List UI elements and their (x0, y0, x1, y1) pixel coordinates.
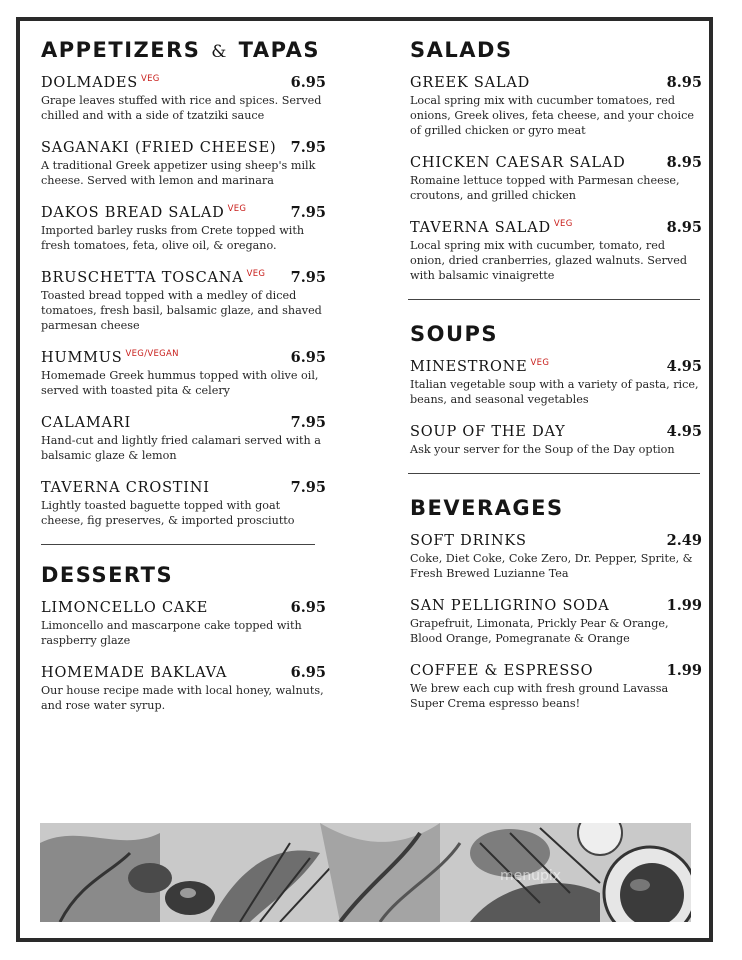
food-illustration-art (40, 823, 691, 922)
diet-tag: VEG (141, 74, 160, 85)
menu-item (410, 358, 702, 407)
menu-item-price: 7.95 (290, 479, 326, 496)
menu-item (41, 74, 326, 123)
beverages-heading: BEVERAGES (410, 496, 564, 520)
menu-item (410, 219, 702, 283)
menu-item-name: SAN PELLIGRINO SODA (410, 598, 610, 614)
menu-item (410, 154, 702, 203)
menu-item (41, 599, 326, 648)
menu-item (41, 204, 326, 253)
menu-item (41, 139, 326, 188)
diet-tag: VEG (227, 204, 247, 215)
menu-item-title (410, 358, 549, 375)
menu-item-description: Italian vegetable soup with a variety of pasta, rice, beans, and seasonal vegetables (410, 378, 699, 406)
menu-item-name: TAVERNA CROSTINI (41, 480, 210, 496)
menu-item-header (41, 74, 326, 91)
menu-item (410, 74, 702, 138)
menu-item-title (41, 415, 131, 431)
menu-item-description: Toasted bread topped with a medley of diced tomatoes, fresh basil, balsamic glaze, and shaved parmesan cheese (41, 289, 322, 332)
menu-item-price: 1.99 (666, 597, 702, 614)
menu-item-price: 6.95 (290, 599, 326, 616)
menu-item-title (41, 74, 160, 91)
menu-item-name: DAKOS BREAD SALAD (41, 205, 225, 221)
menu-item-name: HOMEMADE BAKLAVA (41, 665, 228, 681)
menu-item-header (410, 219, 702, 236)
menu-item-name: SOUP OF THE DAY (410, 424, 566, 440)
diet-tag: VEG/VEGAN (125, 349, 179, 360)
menu-item-header (41, 269, 326, 286)
menu-item-price: 8.95 (666, 154, 702, 171)
menu-item-title (41, 480, 210, 496)
right-column (410, 38, 702, 727)
menu-item-price: 7.95 (290, 204, 326, 221)
beverages-list (410, 532, 702, 711)
menu-item-description: Local spring mix with cucumber tomatoes, red onions, Greek olives, feta cheese, and your choice of grilled chicken or gyro meat (410, 94, 694, 137)
diet-tag: VEG (246, 269, 266, 280)
menu-item-description: Coke, Diet Coke, Coke Zero, Dr. Pepper, Sprite, & Fresh Brewed Luzianne Tea (410, 552, 693, 580)
menu-item (410, 423, 702, 457)
menu-item-price: 4.95 (666, 423, 702, 440)
section-divider (41, 544, 315, 545)
menu-item-description: Ask your server for the Soup of the Day option (410, 443, 675, 456)
menu-item-name: BRUSCHETTA TOSCANA (41, 270, 244, 286)
menu-item-price: 6.95 (290, 74, 326, 91)
menu-item-description: Romaine lettuce topped with Parmesan cheese, croutons, and grilled chicken (410, 174, 680, 202)
section-divider (408, 299, 700, 300)
menu-item-price: 7.95 (290, 269, 326, 286)
menu-item-title (410, 598, 610, 614)
menu-item (41, 414, 326, 463)
menu-item-name: GREEK SALAD (410, 75, 531, 91)
menu-item-price: 7.95 (290, 139, 326, 156)
menu-item-title (41, 269, 265, 286)
menu-item (41, 479, 326, 528)
menu-item-price: 7.95 (290, 414, 326, 431)
menu-item-title (410, 219, 573, 236)
menu-item-title (41, 600, 208, 616)
menu-item (41, 664, 326, 713)
appetizers-title: APPETIZERS (41, 38, 201, 62)
menu-item-name: CHICKEN CAESAR SALAD (410, 155, 626, 171)
tapas-title: TAPAS (238, 38, 320, 62)
menu-item-price: 6.95 (290, 349, 326, 366)
diet-tag: VEG (530, 358, 550, 369)
menu-item (410, 597, 702, 646)
salads-list (410, 74, 702, 283)
menu-item-name: MINESTRONE (410, 359, 528, 375)
menu-item-name: TAVERNA SALAD (410, 220, 551, 236)
section-divider (408, 473, 700, 474)
menu-item-header (410, 154, 702, 171)
menu-item-header (410, 423, 702, 440)
menu-item-title (41, 349, 179, 366)
menu-item-header (41, 479, 326, 496)
menu-item-title (41, 204, 246, 221)
menu-item (410, 662, 702, 711)
menu-item-header (41, 664, 326, 681)
menu-item-title (41, 140, 276, 156)
menu-item-header (41, 204, 326, 221)
menu-item-header (41, 349, 326, 366)
menu-item-price: 6.95 (290, 664, 326, 681)
menu-item-description: Limoncello and mascarpone cake topped with raspberry glaze (41, 619, 302, 647)
menu-item-header (41, 414, 326, 431)
menu-item-description: Lightly toasted baguette topped with goat cheese, fig preserves, & imported prosciutto (41, 499, 295, 527)
menu-item-price: 2.49 (666, 532, 702, 549)
menu-item-name: SOFT DRINKS (410, 533, 527, 549)
food-illustration (40, 823, 691, 922)
salads-heading: SALADS (410, 38, 513, 62)
menu-item-title (410, 155, 626, 171)
menu-item-price: 4.95 (666, 358, 702, 375)
menu-item-title (410, 75, 530, 91)
menu-item-header (410, 74, 702, 91)
watermark: menupix (500, 868, 562, 884)
menu-item-title (410, 663, 593, 679)
menu-item-name: HUMMUS (41, 350, 123, 366)
desserts-list (41, 599, 326, 713)
soups-heading: SOUPS (410, 322, 499, 346)
left-column (41, 38, 326, 729)
menu-item-price: 8.95 (666, 74, 702, 91)
menu-item-description: Grape leaves stuffed with rice and spices. Served chilled and with a side of tzatziki sauce (41, 94, 322, 122)
desserts-heading: DESSERTS (41, 563, 174, 587)
menu-item-name: LIMONCELLO CAKE (41, 600, 209, 616)
ampersand: & (211, 42, 228, 62)
menu-item-description: We brew each cup with fresh ground Lavassa Super Crema espresso beans! (410, 682, 669, 710)
menu-item-description: Imported barley rusks from Crete topped with fresh tomatoes, feta, olive oil, & oregano. (41, 224, 305, 252)
menu-item-header (410, 597, 702, 614)
menu-item-name: DOLMADES (41, 75, 139, 91)
menu-item (41, 269, 326, 333)
menu-item-header (41, 599, 326, 616)
diet-tag: VEG (553, 219, 573, 230)
menu-item-header (410, 358, 702, 375)
menu-item-description: Hand-cut and lightly fried calamari served with a balsamic glaze & lemon (41, 434, 321, 462)
menu-item-header (410, 662, 702, 679)
menu-item-header (410, 532, 702, 549)
menu-item-title (410, 424, 566, 440)
menu-item (41, 349, 326, 398)
appetizers-heading (41, 38, 326, 62)
menu-item-name: CALAMARI (41, 415, 132, 431)
menu-item-price: 8.95 (666, 219, 702, 236)
menu-item (410, 532, 702, 581)
menu-item-description: Local spring mix with cucumber, tomato, red onion, dried cranberries, glazed walnuts. Served with balsamic vinaigrette (410, 239, 687, 282)
soups-list (410, 358, 702, 457)
menu-item-name: COFFEE & ESPRESSO (410, 663, 594, 679)
menu-item-description: Homemade Greek hummus topped with olive oil, served with toasted pita & celery (41, 369, 319, 397)
menu-item-description: A traditional Greek appetizer using sheep's milk cheese. Served with lemon and marinara (41, 159, 316, 187)
menu-item-price: 1.99 (666, 662, 702, 679)
menu-item-name: SAGANAKI (FRIED CHEESE) (41, 140, 277, 156)
appetizers-list (41, 74, 326, 528)
menu-item-description: Grapefruit, Limonata, Prickly Pear & Orange, Blood Orange, Pomegranate & Orange (410, 617, 669, 645)
menu-item-title (41, 665, 227, 681)
menu-item-description: Our house recipe made with local honey, walnuts, and rose water syrup. (41, 684, 324, 712)
menu-item-header (41, 139, 326, 156)
menu-item-title (410, 533, 527, 549)
